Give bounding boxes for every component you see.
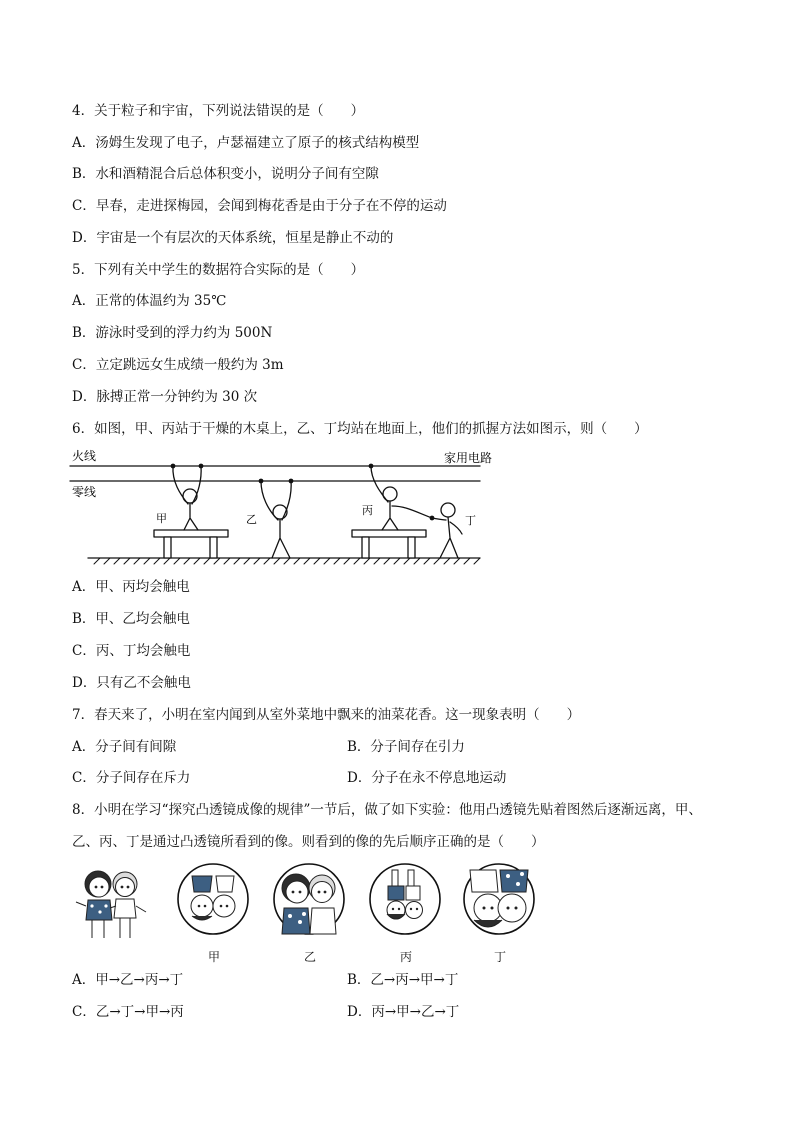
circuit-figure	[60, 446, 500, 568]
q8-stem-line2: 乙、丙、丁是通过凸透镜所看到的像。则看到的像的先后顺序正确的是（ ）	[72, 834, 545, 850]
neutral-wire-label: 零线	[72, 485, 97, 499]
lens-label-jia: 甲	[208, 950, 221, 964]
lens-label-yi: 乙	[304, 950, 317, 964]
q4-stem: 4．关于粒子和宇宙，下列说法错误的是（ ）	[72, 103, 365, 119]
q8-option-a: A．甲→乙→丙→丁	[72, 972, 184, 988]
q4-option-d: D．宇宙是一个有层次的天体系统，恒星是静止不动的	[72, 230, 394, 246]
q6-option-b: B．甲、乙均会触电	[72, 611, 190, 627]
q8-option-c: C．乙→丁→甲→丙	[72, 1004, 184, 1020]
person-yi-label: 乙	[246, 513, 257, 526]
person-ding-figure	[432, 503, 462, 558]
q5-option-b: B．游泳时受到的浮力约为 500N	[72, 325, 273, 341]
lens-image-yi	[272, 862, 346, 936]
q4-option-b: B．水和酒精混合后总体积变小，说明分子间有空隙	[72, 166, 379, 182]
q7-option-a: A．分子间有间隙	[72, 739, 177, 755]
lens-image-ding	[462, 862, 536, 936]
q5-stem: 5．下列有关中学生的数据符合实际的是（ ）	[72, 262, 365, 278]
person-bing-figure	[371, 466, 432, 530]
q8-option-d: D．丙→甲→乙→丁	[347, 1004, 460, 1020]
q5-option-d: D．脉搏正常一分钟约为 30 次	[72, 389, 258, 405]
person-ding-label: 丁	[465, 514, 476, 527]
q8-option-b: B．乙→丙→甲→丁	[347, 972, 459, 988]
q4-option-a: A．汤姆生发现了电子，卢瑟福建立了原子的核式结构模型	[72, 135, 420, 151]
q5-option-a: A．正常的体温约为 35℃	[72, 293, 227, 309]
table-left	[154, 530, 228, 558]
q4-option-c: C．早春，走进探梅园，会闻到梅花香是由于分子在不停的运动	[72, 198, 447, 214]
original-picture-two-children	[70, 866, 160, 942]
q7-option-b: B．分子间存在引力	[347, 739, 465, 755]
lens-label-ding: 丁	[494, 950, 507, 964]
q7-option-d: D．分子在永不停息地运动	[347, 770, 507, 786]
lens-image-bing	[368, 862, 442, 936]
q7-stem: 7．春天来了，小明在室内闻到从室外菜地中飘来的油菜花香。这一现象表明（ ）	[72, 707, 581, 723]
circuit-label: 家用电路	[444, 451, 493, 465]
q5-option-c: C．立定跳远女生成绩一般约为 3m	[72, 357, 284, 373]
lens-label-bing: 丙	[400, 950, 413, 964]
table-right	[352, 530, 426, 558]
person-jia-label: 甲	[156, 512, 167, 525]
q6-option-c: C．丙、丁均会触电	[72, 643, 191, 659]
q6-option-a: A．甲、丙均会触电	[72, 579, 190, 595]
q7-option-c: C．分子间存在斥力	[72, 770, 191, 786]
person-jia-figure	[173, 466, 201, 530]
contact-dots	[171, 464, 435, 521]
live-wire-label: 火线	[72, 449, 97, 463]
q6-stem: 6．如图，甲、丙站于干燥的木桌上，乙、丁均站在地面上，他们的抓握方法如图示，则（ ）	[72, 421, 648, 437]
ground-hatching	[94, 558, 480, 564]
person-bing-label: 丙	[362, 504, 373, 517]
q8-stem-line1: 8．小明在学习“探究凸透镜成像的规律”一节后，做了如下实验：他用凸透镜先贴着图然后逐渐远离，甲、	[72, 802, 702, 818]
q6-option-d: D．只有乙不会触电	[72, 675, 191, 691]
lens-image-jia	[176, 862, 250, 936]
person-yi-figure	[261, 481, 291, 558]
